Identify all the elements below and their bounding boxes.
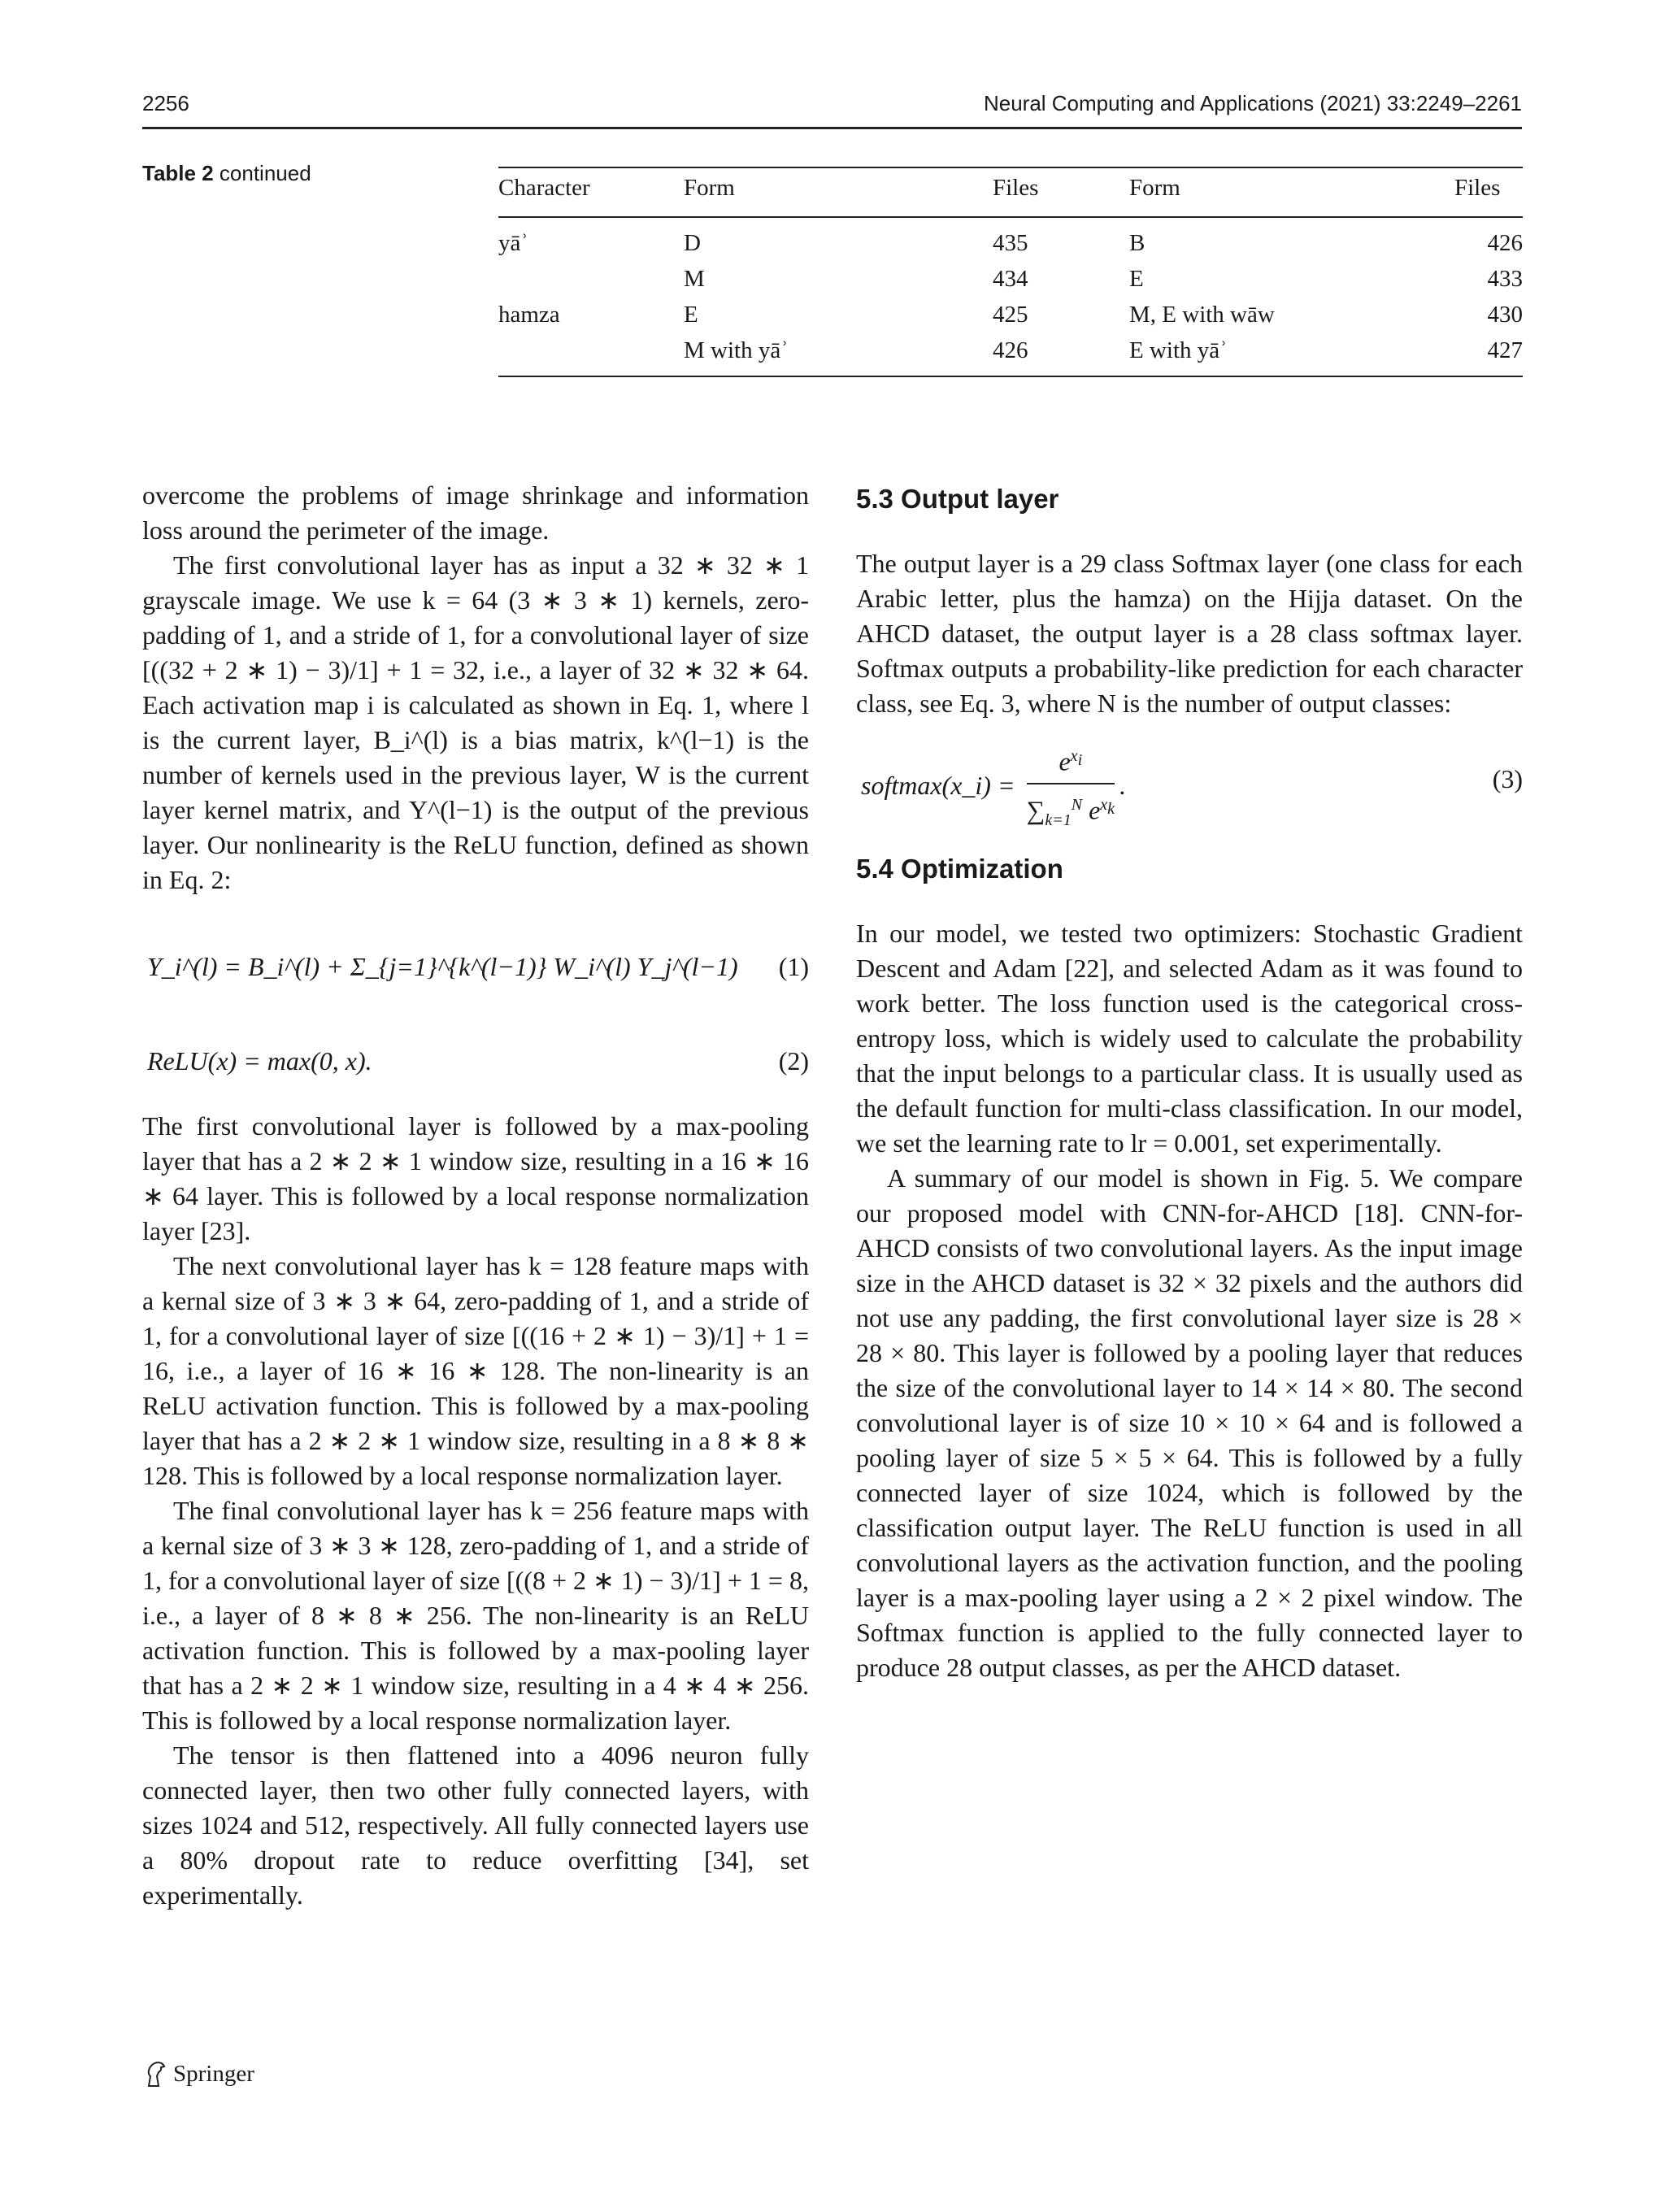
table-cell: 435 (993, 229, 1028, 256)
table-cell: 425 (993, 301, 1028, 328)
left-column (142, 478, 809, 1913)
section-heading: 5.4 Optimization (856, 854, 1063, 884)
col-header: Character (498, 175, 590, 201)
table-row (498, 217, 1523, 261)
table-cell: E (1129, 265, 1144, 292)
equation-2 (142, 1037, 809, 1091)
paragraph: The first convolutional layer is followed by a max-pooling layer that has a 2 ∗ 2 ∗ 1 window size, resulting in a 16 ∗ 16 ∗ 64 layer. This is followed by a local response normalization layer [23]. (142, 1111, 809, 1245)
paragraph: overcome the problems of image shrinkage and information loss around the perimeter of the image. (142, 480, 809, 545)
table-row (498, 332, 1523, 376)
table-cell: 426 (993, 337, 1028, 363)
publisher-logo (142, 2060, 254, 2088)
equation-number: (1) (778, 952, 809, 981)
softmax-fraction (1027, 739, 1115, 838)
springer-horse-icon (142, 2060, 167, 2088)
equation-3-lhs: softmax(x_i) = (861, 771, 1015, 801)
col-header: Files (993, 175, 1039, 201)
equation-3-body: softmax(x_i) = $\frac{e^{x_i}}{\sum_{k=1}^N e^{x_k}}$ . (861, 739, 1126, 838)
table-cell: E with yāʾ (1129, 337, 1228, 363)
table-cell: M with yāʾ (684, 337, 789, 363)
col-header: Form (684, 175, 735, 201)
paragraph: In our model, we tested two optimizers: Stochastic Gradient Descent and Adam [22], and selected Adam as it was found to work better. The loss function used is the categorical cross-entropy loss, which is widely used to calculate the probability that the input belongs to a particular class. It is usually used as the default function for multi-class classification. In our model, we set the learning rate to lr = 0.001, set experimentally. (856, 919, 1523, 1158)
equation-1 (142, 915, 809, 1019)
journal-citation: Neural Computing and Applications (2021) 33:2249–2261 (983, 91, 1522, 115)
page-number: 2256 (142, 91, 189, 115)
fraction-numerator: $e^{x_i}$ (1027, 739, 1115, 784)
fraction-denominator: $\sum_{k=1}^N$ $e^{x_k}$ (1026, 795, 1115, 829)
table-cell: hamza (498, 301, 560, 328)
table-label: Table 2 (142, 161, 214, 185)
table-caption (142, 161, 311, 186)
publisher-name: Springer (173, 2060, 254, 2087)
paragraph: The tensor is then flattened into a 4096 neuron fully connected layer, then two other fully connected layers, with sizes 1024 and 512, respectively. All fully connected layers use a 80% dropout rate to reduce overfitting [34], set experimentally. (142, 1740, 809, 1910)
paragraph: The final convolutional layer has k = 256 feature maps with a kernal size of 3 ∗ 3 ∗ 128, zero-padding of 1, and a stride of 1, for a convolutional layer of size [((8 + 2 ∗ 1) − 3)/1] + 1 = 8, i.e., a layer of 8 ∗ 8 ∗ 256. The non-linearity is an ReLU activation function. This is followed by a max-pooling layer that has a 2 ∗ 2 ∗ 1 window size, resulting in a 4 ∗ 4 ∗ 256. This is followed by a local response normalization layer. (142, 1496, 809, 1735)
table-cell: M (684, 265, 705, 292)
equation-number: (2) (778, 1046, 809, 1076)
section-heading: 5.3 Output layer (856, 484, 1059, 514)
table-cell: D (684, 229, 701, 256)
equation-1-body: Y_i^(l) = B_i^(l) + Σ_{j=1}^{k^(l−1)} W_i^(l) Y_j^(l−1) (147, 952, 738, 981)
table-cell (498, 261, 684, 297)
paragraph: The next convolutional layer has k = 128 feature maps with a kernal size of 3 ∗ 3 ∗ 64, zero-padding of 1, and a stride of 1, for a convolutional layer of size [((16 + 2 ∗ 1) − 3)/1] + 1 = 16, i.e., a layer of 16 ∗ 16 ∗ 128. The non-linearity is an ReLU activation function. This is followed by a max-pooling layer that has a 2 ∗ 2 ∗ 1 window size, resulting in a 8 ∗ 8 ∗ 128. This is followed by a local response normalization layer. (142, 1251, 809, 1490)
table-cell: B (1129, 229, 1146, 256)
data-table (498, 167, 1523, 377)
equation-3 (856, 739, 1523, 829)
col-header: Form (1129, 175, 1180, 201)
table-cell: 426 (1487, 229, 1523, 256)
equation-2-body: ReLU(x) = max(0, x). (147, 1046, 372, 1076)
paragraph: A summary of our model is shown in Fig. 5. We compare our proposed model with CNN-for-AHCD [18]. CNN-for-AHCD consists of two convolutional layers. As the input image size in the AHCD dataset is 32 × 32 pixels and the authors did not use any padding, the first convolutional layer size is 28 × 28 × 80. This layer is followed by a pooling layer that reduces the size of the convolutional layer to 14 × 14 × 80. The second convolutional layer is of size 10 × 10 × 64 and is followed a pooling layer of size 5 × 5 × 64. This is followed by a fully connected layer of size 1024, which is followed by the classification output layer. The ReLU function is used in all convolutional layers as the activation function, and the pooling layer is a max-pooling layer using a 2 × 2 pixel window. The Softmax function is applied to the fully connected layer to produce 28 output classes, as per the AHCD dataset. (856, 1163, 1523, 1682)
table-caption-text: continued (219, 161, 311, 185)
equation-number: (3) (1492, 764, 1523, 793)
table-cell: E (684, 301, 698, 328)
paragraph: The output layer is a 29 class Softmax layer (one class for each Arabic letter, plus the hamza) on the Hijja dataset. On the AHCD dataset, the output layer is a 28 class softmax layer. Softmax outputs a probability-like prediction for each character class, see Eq. 3, where N is the number of output classes: (856, 549, 1523, 718)
table-header-row (498, 167, 1523, 217)
table-row (498, 297, 1523, 332)
table-cell: yāʾ (498, 229, 529, 256)
table-cell: 433 (1487, 265, 1523, 292)
paragraph: The first convolutional layer has as input a 32 ∗ 32 ∗ 1 grayscale image. We use k = 64 (3 ∗ 3 ∗ 1) kernels, zero-padding of 1, and a stride of 1, for a convolutional layer of size [((32 + 2 ∗ 1) − 3)/1] + 1 = 32, i.e., a layer of 32 ∗ 32 ∗ 64. Each activation map i is calculated as shown in Eq. 1, where l is the current layer, B_i^(l) is a bias matrix, k^(l−1) is the number of kernels used in the previous layer, W is the current layer kernel matrix, and Y^(l−1) is the output of the previous layer. Our nonlinearity is the ReLU function, defined as shown in Eq. 2: (142, 550, 809, 894)
table-cell: 430 (1487, 301, 1523, 328)
table-row (498, 261, 1523, 297)
running-header (142, 88, 1522, 129)
table-cell (498, 332, 684, 376)
table-cell: 434 (993, 265, 1028, 292)
table-cell: M, E with wāw (1129, 301, 1275, 328)
table-cell: 427 (1487, 337, 1523, 363)
col-header: Files (1454, 175, 1501, 201)
right-column (856, 478, 1523, 1685)
